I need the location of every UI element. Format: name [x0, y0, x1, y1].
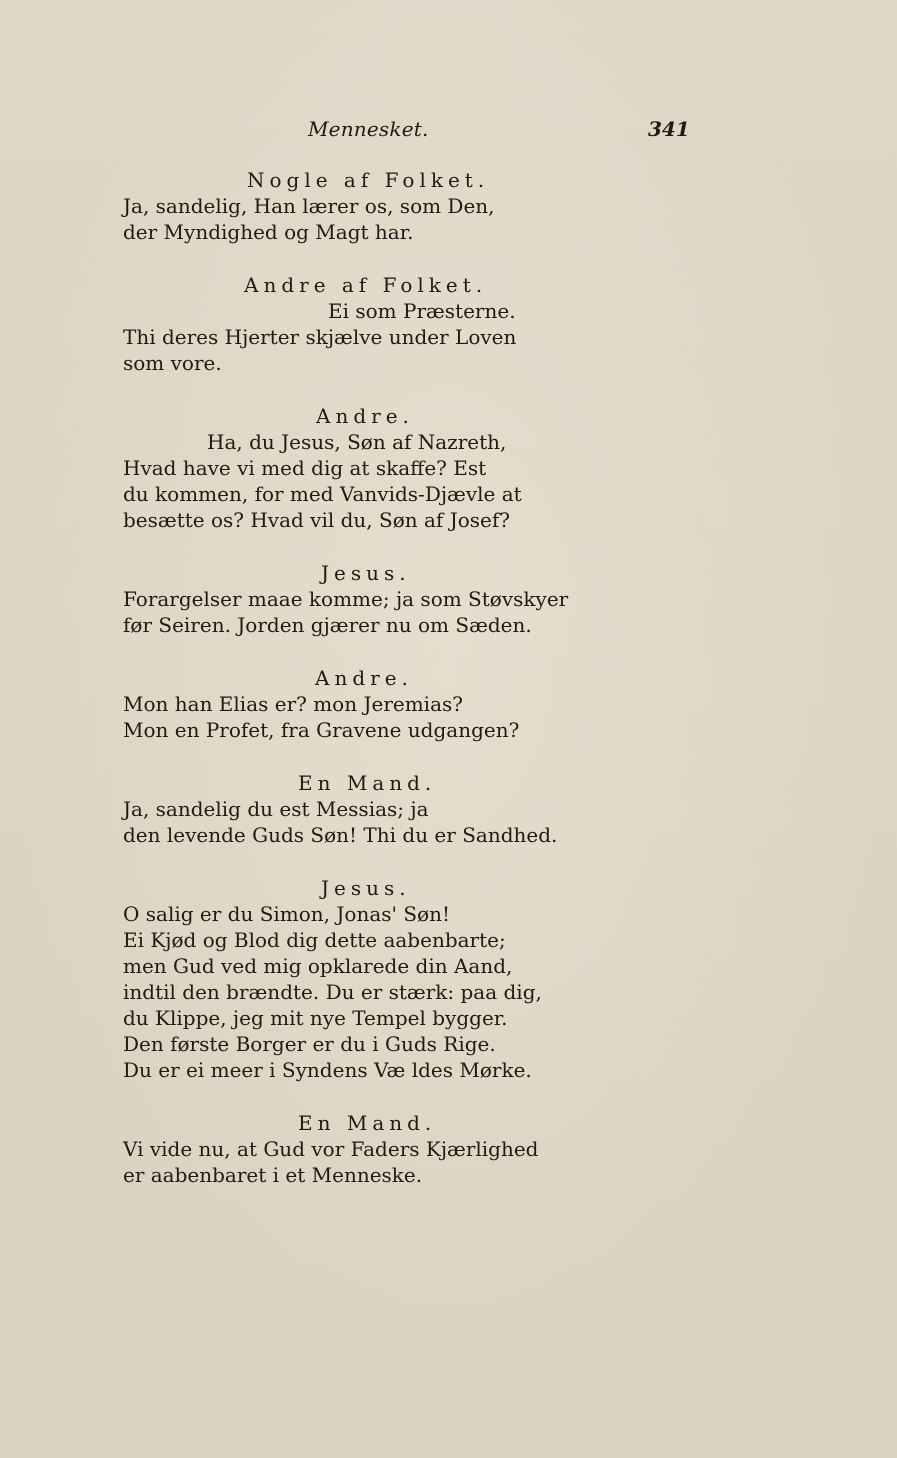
verse-line: men Gud ved mig opklarede din Aand,: [123, 954, 513, 978]
verse-line: den levende Guds Søn! Thi du er Sandhed.: [123, 823, 558, 847]
verse-line: Mon han Elias er? mon Jeremias?: [123, 692, 463, 716]
verse-line: O salig er du Simon, Jonas' Søn!: [123, 902, 451, 926]
verse-line: Ja, sandelig, Han lærer os, som Den,: [123, 194, 495, 218]
verse-line: Hvad have vi med dig at skaffe? Est: [123, 456, 487, 480]
verse-line: Mon en Profet, fra Gravene udgangen?: [123, 718, 520, 742]
verse-line: du kommen, for med Vanvids-Djævle at: [123, 482, 522, 506]
verse-line: Du er ei meer i Syndens Væ ldes Mørke.: [123, 1058, 532, 1082]
dialogue-block: [123, 1110, 603, 1188]
speaker-name: Andre.: [315, 666, 413, 690]
running-title: Mennesket.: [308, 117, 429, 141]
dialogue-block: [123, 560, 603, 638]
verse-line: før Seiren. Jorden gjærer nu om Sæden.: [123, 613, 532, 637]
verse-line: Vi vide nu, at Gud vor Faders Kjærlighed: [123, 1137, 539, 1161]
verse-line: Den første Borger er du i Guds Rige.: [123, 1032, 496, 1056]
verse-line: Ha, du Jesus, Søn af Nazreth,: [207, 430, 507, 454]
dialogue-block: [123, 770, 603, 848]
verse-line: besætte os? Hvad vil du, Søn af Josef?: [123, 508, 510, 532]
verse-line: Ei Kjød og Blod dig dette aabenbarte;: [123, 928, 506, 952]
speaker-name: Jesus.: [321, 876, 411, 900]
verse-line: Thi deres Hjerter skjælve under Loven: [123, 325, 517, 349]
verse-line: der Myndighed og Magt har.: [123, 220, 414, 244]
dialogue-block: [123, 403, 603, 533]
verse-line: er aabenbaret i et Menneske.: [123, 1163, 423, 1187]
speaker-name: Andre.: [316, 404, 414, 428]
speaker-name: Jesus.: [321, 561, 411, 585]
speaker-name: Nogle af Folket.: [247, 168, 490, 192]
verse-line: Ei som Præsterne.: [328, 299, 516, 323]
verse-line: Forargelser maae komme; ja som Støvskyer: [123, 587, 569, 611]
dialogue-text: [123, 167, 603, 1188]
dialogue-block: [123, 665, 603, 743]
dialogue-block: [123, 167, 603, 245]
verse-line: Ja, sandelig du est Messias; ja: [123, 797, 429, 821]
dialogue-block: [123, 875, 603, 1083]
verse-line: indtil den brændte. Du er stærk: paa dig,: [123, 980, 542, 1004]
running-head: [0, 117, 897, 147]
verse-line: som vore.: [123, 351, 222, 375]
speaker-name: En Mand.: [298, 1111, 437, 1135]
speaker-name: En Mand.: [298, 771, 437, 795]
verse-line: du Klippe, jeg mit nye Tempel bygger.: [123, 1006, 508, 1030]
speaker-name: Andre af Folket.: [244, 273, 488, 297]
page-number: 341: [648, 117, 690, 141]
dialogue-block: [123, 272, 603, 376]
